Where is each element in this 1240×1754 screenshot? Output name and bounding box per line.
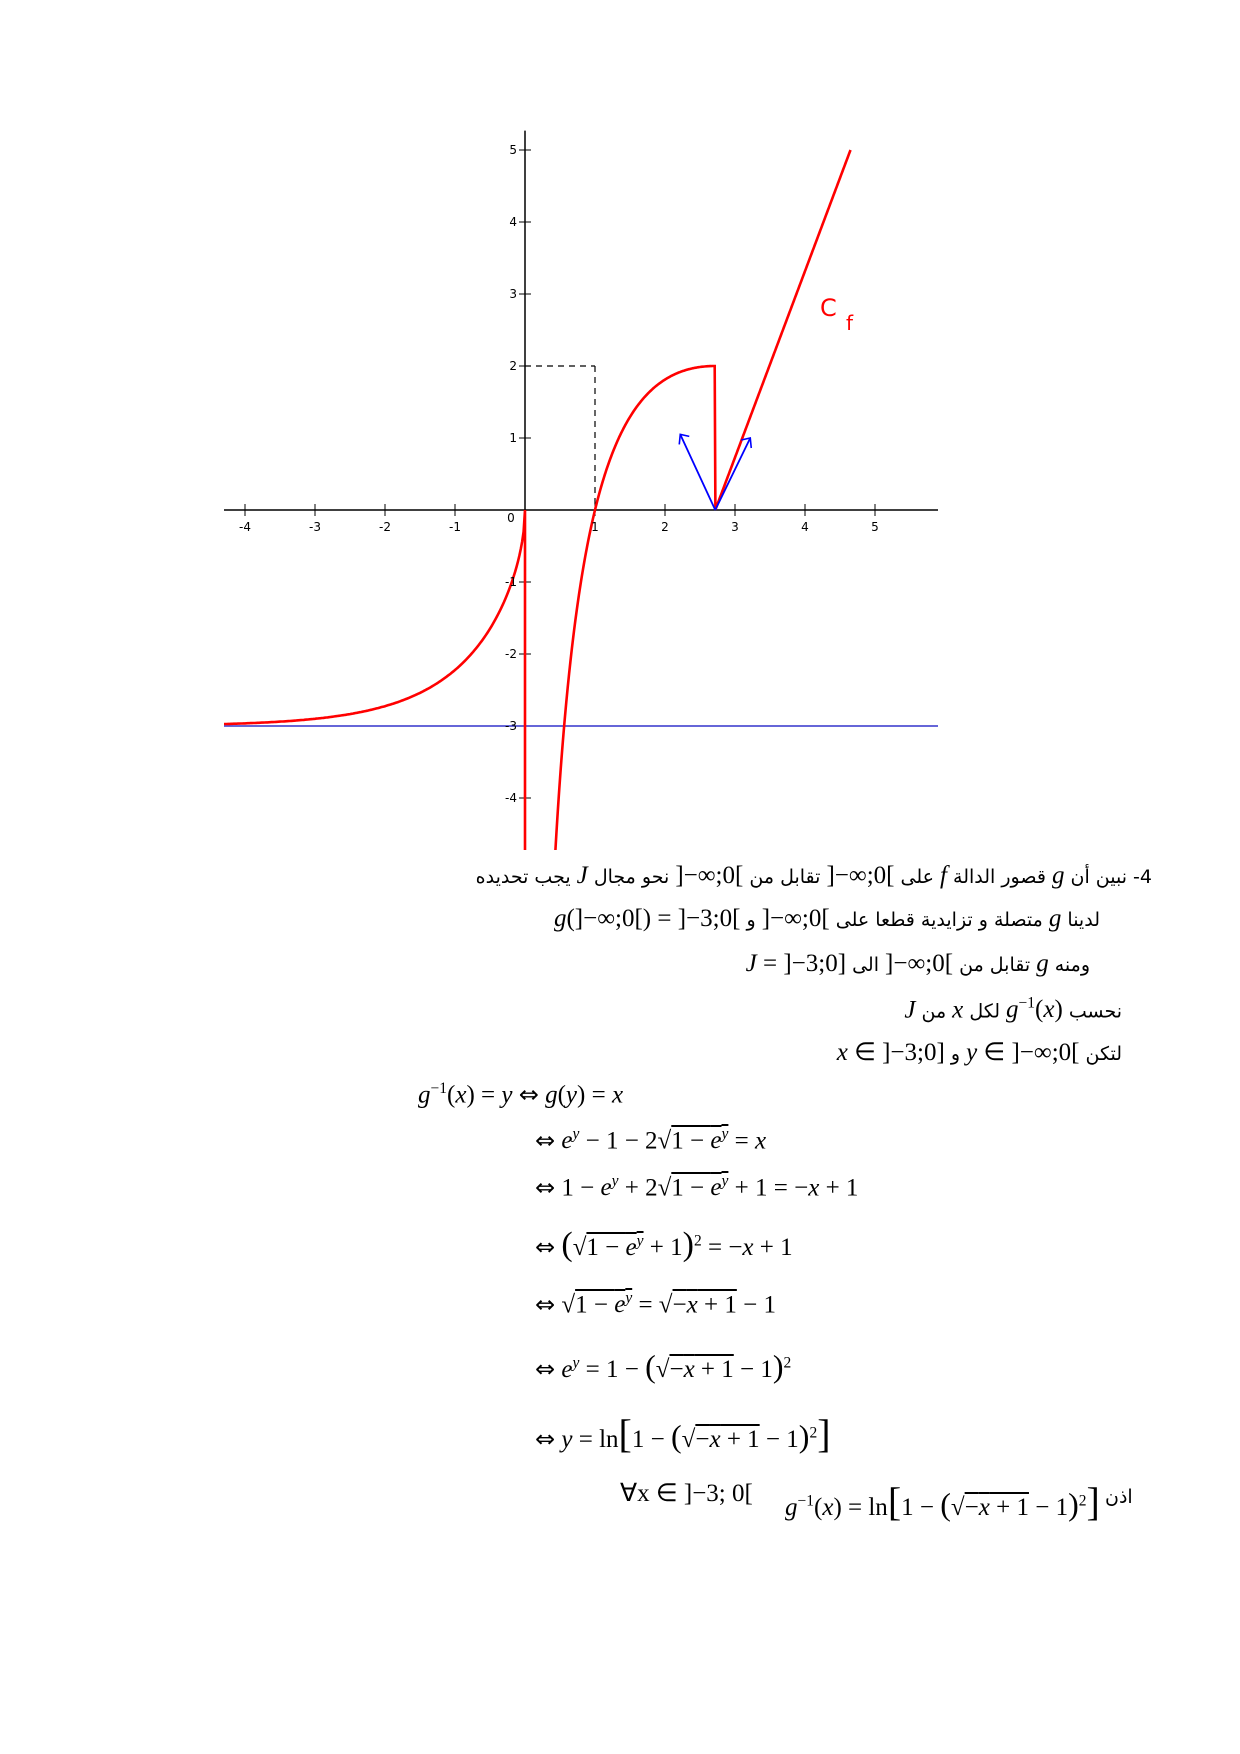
y-tick-label: 2	[509, 359, 517, 373]
derivation-step-7: ⇔ $y = \ln[1 - (√-x + 1 - 1)^2]$	[535, 1411, 831, 1456]
x-tick-label: -2	[379, 520, 391, 534]
curve-cf	[224, 150, 851, 850]
y-tick-label: -3	[505, 719, 517, 733]
labels-layer	[239, 143, 879, 805]
x-tick-label: 3	[731, 520, 739, 534]
x-tick-label: -4	[239, 520, 251, 534]
continuity-statement: لدينا g متصلة و تزايدية قطعا على ]−∞;0[ و g(]−∞;0[) = ]−3;0[	[553, 905, 1100, 932]
derivation-step-2: ⇔ $e^y - 1 - 2√1 - e^y = x$	[535, 1126, 767, 1155]
y-tick-label: 4	[509, 215, 517, 229]
derivation-step-5: ⇔ $√1 - e^y = √-x + 1 - 1$	[535, 1290, 776, 1319]
derivation-step-6: ⇔ $e^y = 1 - (√-x + 1 - 1)^2$	[535, 1348, 792, 1384]
conclusion-domain: ∀x ∈ ]−3; 0[	[620, 1480, 753, 1507]
x-tick-label: 0	[507, 511, 515, 525]
conclusion-word: اذن	[1105, 1486, 1133, 1508]
x-tick-label: 5	[871, 520, 879, 534]
x-tick-label: -1	[449, 520, 461, 534]
y-tick-label: -2	[505, 647, 517, 661]
axes-layer	[224, 131, 938, 842]
y-tick-label: 5	[509, 143, 517, 157]
x-tick-label: -3	[309, 520, 321, 534]
curves-layer	[224, 150, 938, 850]
right-half-tangent	[715, 438, 750, 510]
left-half-tangent	[680, 434, 715, 510]
x-tick-label: 2	[661, 520, 669, 534]
y-tick-label: 1	[509, 431, 517, 445]
y-tick-label: 3	[509, 287, 517, 301]
y-tick-label: -4	[505, 791, 517, 805]
let-statement: لتكن y ∈ ]−∞;0[ و x ∈ ]−3;0]	[836, 1039, 1122, 1066]
x-tick-label: 1	[591, 520, 599, 534]
compute-inverse-statement: نحسب $g^{-1}(x)$ لكل x من J	[904, 995, 1122, 1024]
function-graph	[0, 0, 1240, 850]
derivation-step-3: ⇔ $1 - e^y + 2√1 - e^y + 1 = -x + 1$	[535, 1173, 859, 1202]
curve-label: C	[820, 294, 837, 322]
curve-label-subscript: f	[846, 311, 854, 335]
bijection-statement: ومنه g تقابل من ]−∞;0[ الى J = ]−3;0]	[745, 950, 1090, 977]
x-tick-label: 4	[801, 520, 809, 534]
conclusion-formula: $g^{-1}(x) = \ln[1 - (√-x + 1 - 1)^2]$	[785, 1479, 1100, 1524]
y-tick-label: -1	[505, 575, 517, 589]
question-4-statement: 4- نبين أن g قصور الدالة f على ]−∞;0[ تقابل من ]−∞;0[ نحو مجال J يجب تحديده	[475, 862, 1152, 889]
derivation-step-1: $g^{-1}(x) = y$ ⇔ g(y) = x	[418, 1080, 624, 1109]
derivation-step-4: ⇔ $(√1 - e^y + 1)^2 = -x + 1$	[535, 1226, 793, 1263]
